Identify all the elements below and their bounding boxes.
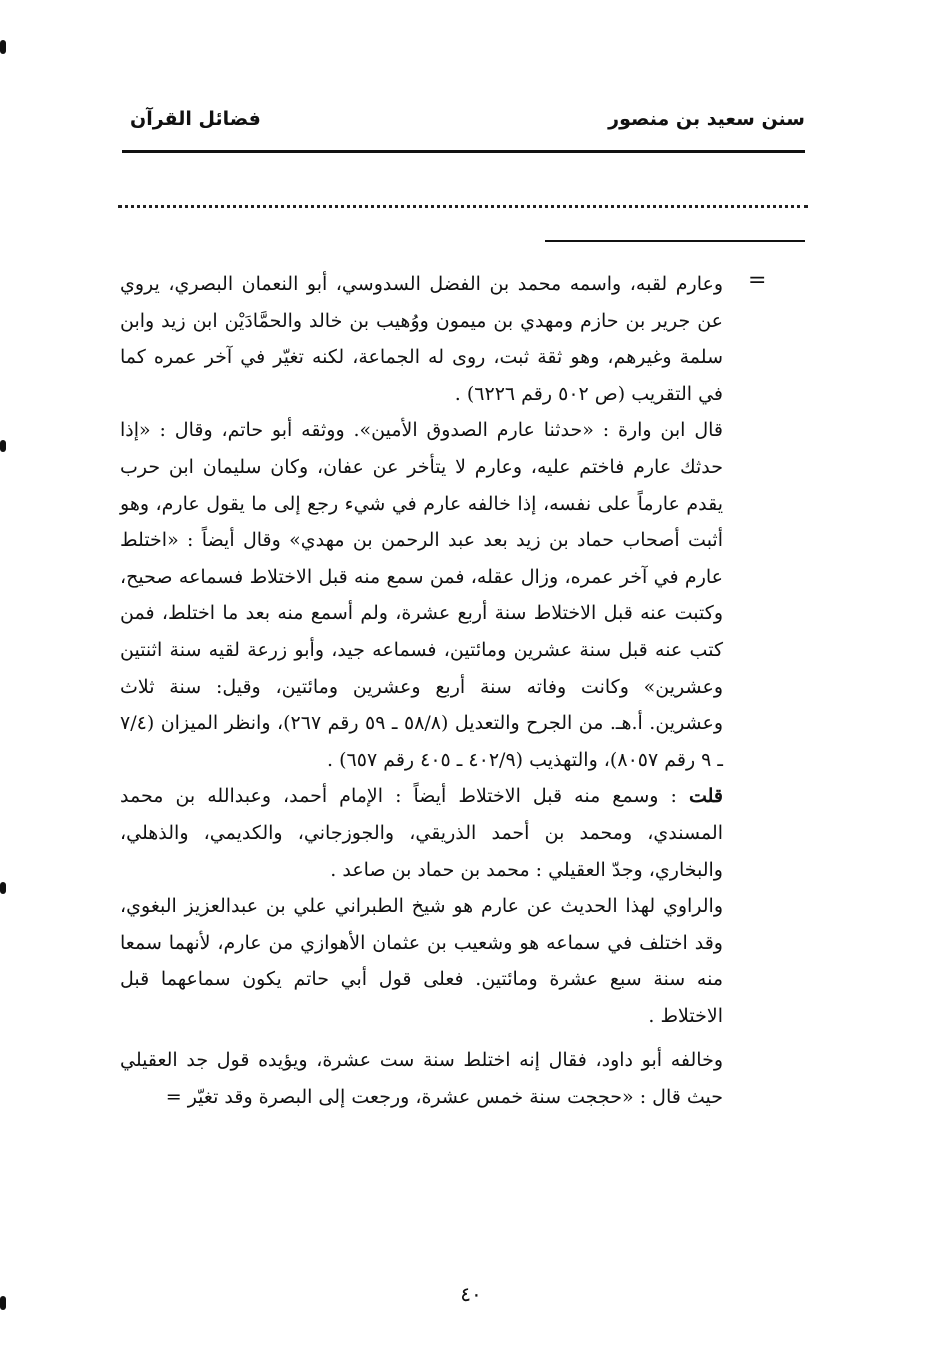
paragraph-3 [120,778,723,888]
scan-edge-mark [0,40,6,54]
paragraph-5 [120,1042,723,1115]
text-separator-dotted [118,205,808,208]
continuation-mark: = [748,268,767,293]
scan-edge-mark [0,882,6,894]
footnote-body [120,266,723,1116]
paragraph-lead: قلت [688,785,723,808]
paragraph-text: : وسمع منه قبل الاختلاط أيضاً : الإمام أحمد، وعبدالله بن محمد المسندي، ومحمد بن أحمد الذريقي، والجوزجاني، والكديمي، والذهلي، والبخاري، وجدّ العقيلي : محمد بن حماد بن صاعد . [120,785,723,881]
paragraph-4 [120,888,723,1034]
paragraph-text: وخالفه أبو داود، فقال إنه اختلط سنة ست عشرة، ويؤيده قول جد العقيلي حيث قال : «حججت سنة خمس عشرة، ورجعت إلى البصرة وقد تغيّر = [120,1049,723,1109]
paragraph-text: قال ابن وارة : «حدثنا عارم الصدوق الأمين». ووثقه أبو حاتم، وقال : «إذا حدثك عارم فاختم عليه، وعارم لا يتأخر عن عفان، وكان سليمان ابن حرب يقدم عارماً على نفسه، إذا خالفه عارم في شيء رجع إلى ما يقول عارم، وهو أثبت أصحاب حماد بن زيد بعد عبد الرحمن بن مهدي» وقال أيضاً : «اختلط عارم في آخر عمره، وزال عقله، فمن سمع منه قبل الاختلاط فسماعه صحيح، وكتبت عنه قبل الاختلاط سنة أربع عشرة، ولم أسمع منه بعد ما اختلط، فمن كتب عنه قبل سنة عشرين ومائتين، فسماعه جيد، وأبو زرعة لقيه سنة اثنتين وعشرين» وكانت وفاته سنة أربع وعشرين ومائتين، وقيل: سنة ثلاث وعشرين. أ.هـ. من الجرح والتعديل (٥٨/٨ ـ ٥٩ رقم ٢٦٧)، وانظر الميزان (٧/٤ ـ ٩ رقم ٨٠٥٧)، والتهذيب (٤٠٢/٩ ـ ٤٠٥ رقم ٦٥٧) . [120,419,724,771]
scan-edge-mark [0,440,6,452]
paragraph-1 [120,266,723,412]
footnote-separator [545,240,805,242]
book-title: سنن سعيد بن منصور [608,108,805,130]
header-rule [122,150,805,153]
paragraph-text: والراوي لهذا الحديث عن عارم هو شيخ الطبراني علي بن عبدالعزيز البغوي، وقد اختلف في سماعه هو وشعيب بن عثمان الأهوازي من عارم، لأنهما سمعا منه سنة سبع عشرة ومائتين. فعلى قول أبي حاتم يكون سماعهما قبل الاختلاط . [120,895,723,1027]
page-number: ٤٠ [460,1282,482,1306]
scan-edge-mark [0,1296,6,1310]
running-header [122,108,805,144]
paragraph-2 [120,412,723,778]
paragraph-text: وعارم لقبه، واسمه محمد بن الفضل السدوسي، أبو النعمان البصري، يروي عن جرير بن حازم ومهدي بن ميمون ووُهيب بن خالد والحمَّادَيْن ابن زيد وابن سلمة وغيرهم، وهو ثقة ثبت، روى له الجماعة، لكنه تغيّر في آخر عمره كما في التقريب (ص ٥٠٢ رقم ٦٢٢٦) . [120,273,723,405]
chapter-title: فضائل القرآن [130,108,261,130]
